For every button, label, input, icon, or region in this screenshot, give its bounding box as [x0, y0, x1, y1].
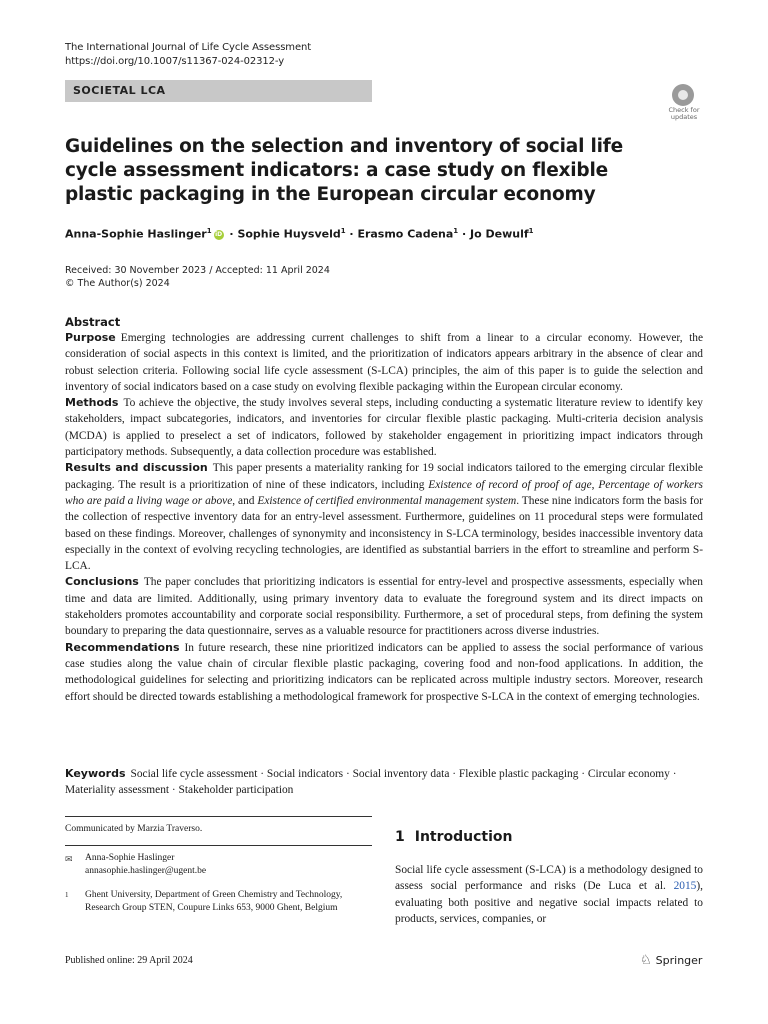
- author-affiliation-marker: 1: [340, 227, 346, 235]
- conclusions-label: Conclusions: [65, 575, 139, 589]
- author-affiliation-marker: 1: [528, 227, 534, 235]
- results-label: Results and discussion: [65, 461, 208, 475]
- section-heading-introduction: [395, 829, 513, 845]
- copyright-notice: © The Author(s) 2024: [65, 278, 170, 289]
- abstract-conclusions: [65, 574, 703, 639]
- author-name[interactable]: Anna-Sophie Haslinger: [65, 227, 207, 241]
- author-affiliation-marker: 1: [206, 227, 212, 235]
- footnote-divider: [65, 816, 372, 817]
- keywords-text: Social life cycle assessment · Social indicators · Social inventory data · Flexible plastic packaging · Circular economy · Materiality assessment · Stakeholder participation: [65, 768, 677, 797]
- article-title: Guidelines on the selection and inventory of social life cycle assessment indicators: a case study on flexible plastic packaging in the European circular economy: [65, 136, 623, 205]
- author-affiliation-marker: 1: [453, 227, 459, 235]
- introduction-text: ), evaluating both positive and negative social impacts related to products, services, companies, or: [395, 880, 703, 925]
- abstract-recommendations: [65, 640, 703, 705]
- abstract-heading: Abstract: [65, 315, 121, 329]
- springer-horse-icon: ♘: [640, 953, 652, 968]
- purpose-text: Emerging technologies are addressing current challenges to shift from a linear to a circular economy. However, the consideration of social aspects in this context is limited, and the prioritization of indicators appears arbitrary in the absence of clear and robust selection criteria. Following social life cycle assessment (S-LCA) principles, the aim of this paper is to guide the selection and inventory of social indicators based on a case study on evolving flexible packaging within the European circular economy.: [65, 332, 703, 393]
- abstract: [65, 314, 703, 705]
- abstract-methods: [65, 395, 703, 460]
- corresponding-author-email[interactable]: annasophie.haslinger@ugent.be: [85, 866, 207, 876]
- orcid-icon[interactable]: iD: [215, 230, 223, 238]
- results-text: . These nine indicators form the basis for the collection of respective inventory data for an entry-level assessment. Furthermore, guidelines on 11 procedural steps were formulated based on these findings. Moreover, challenges of synonymity and inconsistency in S-LCA terminology, besides inaccessible inventory data especially in the context of evolving recycling technologies, are identified as substantial barriers in the effort to streamline and perform S-LCA.: [65, 494, 703, 573]
- results-italic-indicator: Existence of certified environmental management system: [257, 494, 517, 507]
- author-list: [65, 227, 534, 241]
- recommendations-label: Recommendations: [65, 640, 180, 654]
- author-separator: ·: [458, 227, 470, 241]
- introduction-paragraph: [395, 862, 703, 927]
- author-name[interactable]: Jo Dewulf: [470, 227, 529, 241]
- received-accepted-dates: Received: 30 November 2023 / Accepted: 11 April 2024: [65, 265, 330, 276]
- results-italic-indicator: Percentage of workers who are paid a living wage or above: [65, 478, 703, 507]
- results-text: , and: [232, 494, 258, 507]
- section-number: 1: [395, 829, 405, 845]
- purpose-label: Purpose: [65, 331, 116, 344]
- corresponding-author: [65, 852, 372, 878]
- conclusions-text: The paper concludes that prioritizing indicators is essential for entry-level and prospective assessments, especially when time and data are limited. Additionally, using primary inventory data to evaluate the foreground system and its direct impacts on stakeholders promotes accountability and corporate social responsibility. Furthermore, a set of procedural steps, from defining the system boundary to preparing the data questionnaire, serves as a valuable resource for practitioners across diverse industries.: [65, 576, 703, 638]
- article-dates: [65, 264, 330, 290]
- keywords-label: Keywords: [65, 767, 126, 780]
- results-text: ,: [591, 478, 599, 491]
- doi-link[interactable]: https://doi.org/10.1007/s11367-024-02312-y: [65, 56, 285, 67]
- author-name[interactable]: Erasmo Cadena: [357, 227, 454, 241]
- journal-header: [65, 41, 311, 69]
- author-name[interactable]: Sophie Huysveld: [237, 227, 341, 241]
- abstract-purpose: [65, 330, 703, 395]
- section-title: Introduction: [414, 829, 513, 845]
- corresponding-author-name: Anna-Sophie Haslinger: [85, 853, 175, 863]
- check-for-updates-icon: [672, 84, 694, 106]
- affiliation-text: Ghent University, Department of Green Chemistry and Technology, Research Group STEN, Coupure Links 653, 9000 Ghent, Belgium: [85, 890, 343, 913]
- methods-label: Methods: [65, 396, 119, 410]
- results-italic-indicator: Existence of record of proof of age: [428, 478, 592, 491]
- results-text: This paper presents a materiality ranking for 19 social indicators tailored to the emerging circular flexible packaging. The result is a prioritization of nine of these indicators, including: [65, 462, 703, 491]
- communicated-by: Communicated by Marzia Traverso.: [65, 824, 203, 834]
- publisher-logo: [640, 953, 702, 968]
- check-for-updates-badge[interactable]: [666, 84, 702, 124]
- affiliation: [65, 889, 372, 915]
- section-label: SOCIETAL LCA: [73, 84, 166, 97]
- author-separator: ·: [345, 227, 358, 241]
- envelope-icon: ✉: [65, 854, 73, 864]
- section-bar: [65, 80, 372, 102]
- journal-name: The International Journal of Life Cycle Assessment: [65, 42, 312, 53]
- footnote-divider: [65, 845, 372, 846]
- keywords: [65, 766, 703, 799]
- publisher-name: Springer: [655, 954, 703, 967]
- abstract-results: [65, 460, 703, 574]
- introduction-text: Social life cycle assessment (S-LCA) is a methodology designed to assess social performance and risks (De Luca et al.: [395, 864, 703, 893]
- recommendations-text: In future research, these nine prioritized indicators can be applied to assess the social performance of various case studies along the value chain of circular flexible plastic packaging, covering food and non-food applications. In addition, the methodological guidelines for selecting and prioritizing indicators can be replicated across multiple industry sectors. Moreover, research effort should be directed towards establishing a methodological framework for prospective S-LCA in the context of emerging technologies.: [65, 641, 703, 703]
- author-separator: ·: [225, 227, 238, 241]
- methods-text: To achieve the objective, the study involves several steps, including conducting a systematic literature review to identify key stakeholders, impact subcategories, indicators, and inventories for circular flexible plastic packaging. Multi-criteria decision analysis (MCDA) is applied to preselect a set of indicators, followed by stakeholder engagement in prioritizing impact indicators through participatory methods. Subsequently, a data collection procedure was established.: [65, 397, 703, 459]
- citation-link[interactable]: 2015: [673, 880, 697, 893]
- affiliation-number: 1: [65, 891, 69, 899]
- published-date: Published online: 29 April 2024: [65, 955, 193, 966]
- badge-text: Check for updates: [668, 106, 700, 121]
